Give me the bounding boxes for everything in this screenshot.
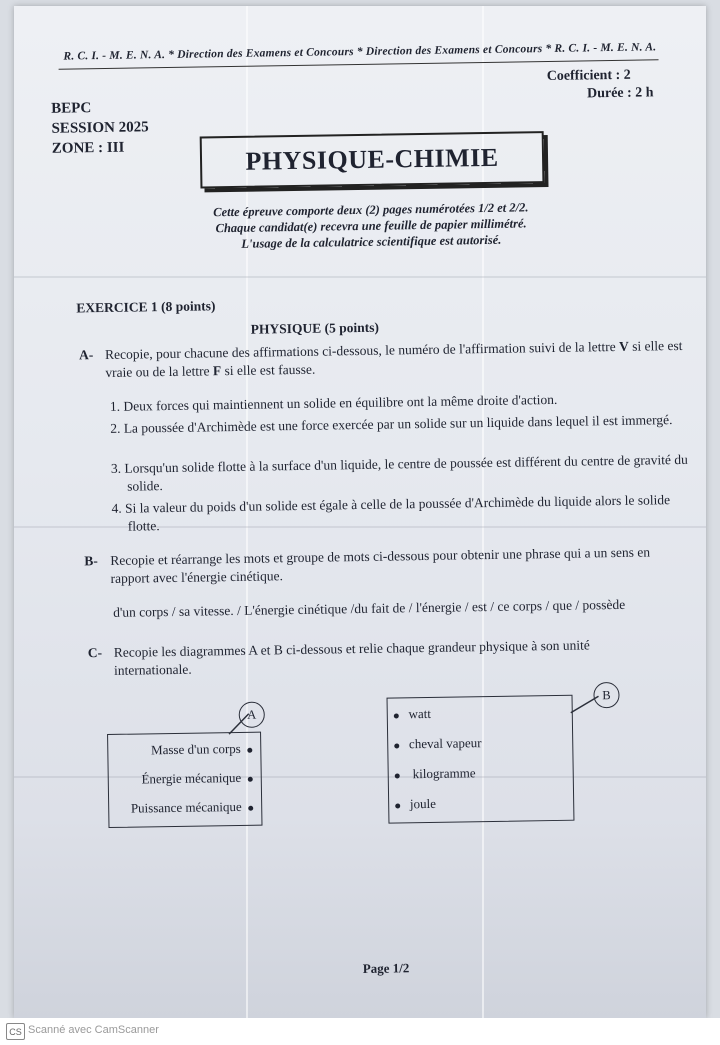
- unit-row: [394, 735, 482, 752]
- part-a: [79, 337, 699, 383]
- part-c-instruction: Recopie les diagrammes A et B ci-dessous et relie chaque grandeur physique à son unité internationale.: [113, 637, 590, 678]
- part-c-label: C-: [87, 645, 103, 661]
- part-b-label: B-: [84, 553, 98, 569]
- page-content: [14, 6, 706, 1018]
- word-list: d'un corps / sa vitesse. / L'énergie cinétique /du fait de / l'énergie / est / ce corps / que / possède: [113, 596, 626, 620]
- diagram-a-label: A: [239, 702, 265, 728]
- quantity-row: [131, 799, 254, 817]
- quantity-label: Masse d'un corps: [150, 740, 241, 758]
- connector-dot: [247, 747, 252, 752]
- unit-label: joule: [409, 795, 437, 812]
- section-subtitle: PHYSIQUE (5 points): [250, 319, 380, 337]
- exam-info: [51, 97, 149, 159]
- item-text: Lorsqu'un solide flotte à la surface d'un liquide, le centre de poussée est différent du centre de gravité du solide.: [124, 451, 688, 494]
- quantity-label: Énergie mécanique: [141, 769, 242, 787]
- item-text: Deux forces qui maintiennent un solide en équilibre ont la même droite d'action.: [123, 391, 558, 414]
- instruction-line: Cette épreuve comporte deux (2) pages numérotées 1/2 et 2/2.: [213, 200, 529, 220]
- scanner-footer: [0, 1018, 720, 1045]
- instruction-text: si elle est fausse.: [221, 361, 316, 379]
- page-number: Page 1/2: [362, 960, 410, 977]
- quantity-row: [141, 770, 252, 788]
- connector-dot: [248, 776, 253, 781]
- part-b-instruction: Recopie et réarrange les mots et groupe de mots ci-dessous pour obtenir une phrase qui a un sens en rapport avec l'énergie cinétique.: [110, 544, 651, 586]
- exam-paper: [14, 6, 706, 1018]
- item-number: 3.: [110, 460, 122, 476]
- instruction-text: si elle est vraie ou de la lettre: [105, 337, 683, 380]
- unit-row: [395, 796, 436, 813]
- duration: Durée : 2 h: [586, 85, 654, 102]
- part-a-label: A-: [78, 347, 94, 363]
- part-a-instruction: [105, 337, 699, 382]
- item-number: 4.: [111, 500, 122, 516]
- unit-label: kilogramme: [412, 765, 476, 782]
- unit-row: [395, 765, 476, 782]
- instruction-text: Recopie, pour chacune des affirmations ci-dessous, le numéro de l'affirmation suivi de la lettre: [104, 338, 620, 362]
- diagram-b: [387, 695, 575, 824]
- letter-v: V: [618, 338, 629, 354]
- item-text: La poussée d'Archimède est une force exercée par un solide sur un liquide dans lequel il est immergé.: [123, 412, 673, 436]
- page-title: PHYSIQUE-CHIMIE: [200, 131, 545, 188]
- list-item: [111, 491, 697, 536]
- exam-zone: ZONE : III: [51, 139, 125, 157]
- camscanner-logo: CS: [6, 1023, 25, 1040]
- exercise-title: EXERCICE 1 (8 points): [76, 298, 216, 316]
- part-c: [88, 636, 648, 681]
- connector-dot: [394, 713, 399, 718]
- exam-session: SESSION 2025: [51, 119, 149, 137]
- header-banner: R. C. I. - M. E. N. A. * Direction des Examens et Concours * Direction des Examens et Concours * R. C. I. - M. E. N. A.: [63, 41, 657, 63]
- quantity-label: Puissance mécanique: [130, 798, 242, 816]
- exam-name: BEPC: [51, 100, 92, 117]
- connector-dot: [395, 773, 400, 778]
- diagram-b-label: B: [593, 682, 619, 708]
- item-text: Si la valeur du poids d'un solide est égale à celle de la poussée d'Archimède du liquide alors le solide flotte.: [124, 492, 671, 534]
- connector-dot: [395, 803, 400, 808]
- part-b: [84, 543, 684, 588]
- list-item: [111, 451, 697, 496]
- item-number: 1.: [109, 398, 121, 414]
- letter-f: F: [212, 363, 222, 379]
- exam-instructions: [206, 199, 537, 252]
- instruction-line: Chaque candidat(e) recevra une feuille de papier millimétré.: [215, 216, 527, 236]
- unit-label: watt: [408, 705, 432, 722]
- diagram-a: [107, 732, 262, 828]
- unit-row: [394, 706, 431, 723]
- instruction-line: L'usage de la calculatrice scientifique est autorisé.: [241, 232, 502, 251]
- list-item: [110, 411, 696, 438]
- connector-dot: [394, 743, 399, 748]
- connector-dot: [248, 805, 253, 810]
- quantity-row: [151, 741, 252, 759]
- coefficient: Coefficient : 2: [546, 67, 631, 85]
- scanner-watermark: Scanné avec CamScanner: [28, 1024, 159, 1036]
- item-number: 2.: [110, 420, 121, 436]
- unit-label: cheval vapeur: [408, 735, 482, 752]
